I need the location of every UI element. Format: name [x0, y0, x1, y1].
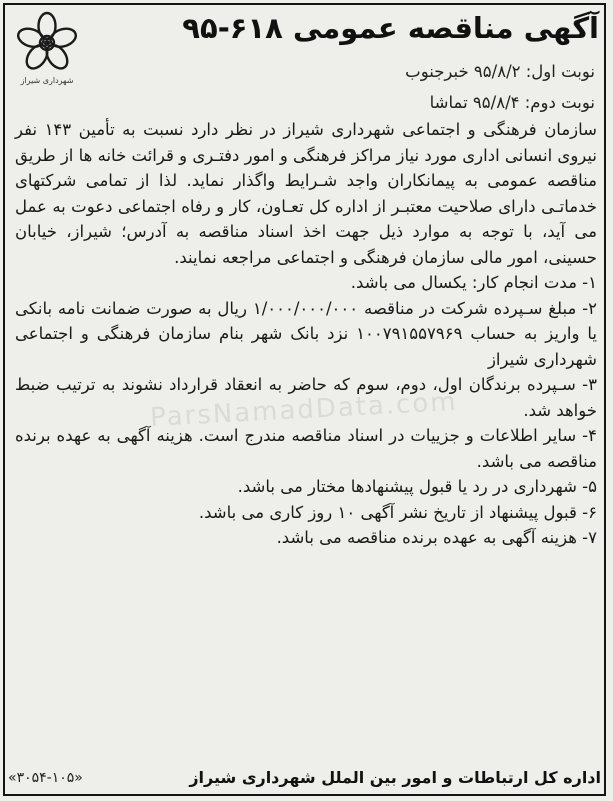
condition-item: ۷- هزینه آگهی به عهده برنده مناقصه می باشد. [276, 528, 597, 547]
notice-body [15, 117, 597, 551]
condition-item: ۳- سـپرده برندگان اول، دوم، سوم که حاضر به انعقاد قرارداد نشوند به ترتیب ضبط خواهد شد. [15, 375, 597, 420]
condition-item: ۵- شهرداری در رد یا قبول پیشنهادها مختار می باشد. [237, 477, 597, 496]
first-round-date: نوبت اول: ۹۵/۸/۲ خبرجنوب [405, 62, 595, 81]
notice-title: آگهی مناقصه عمومی ۶۱۸-۹۵ [182, 11, 599, 45]
condition-item: ۴- سایر اطلاعات و جزییات در اسناد مناقصه مندرج است. هزینه آگهی به عهده برنده مناقصه می باشد. [15, 426, 597, 471]
second-round-date: نوبت دوم: ۹۵/۸/۴ تماشا [429, 93, 595, 112]
intro-paragraph: سازمان فرهنگی و اجتماعی شهرداری شیراز در نظر دارد نسبت به تأمین ۱۴۳ نفر نیروی انسانی اداری مورد نیاز مراکز فرهنگی و امور دفتـری و قرائت خانه ها از طریق مناقصه عمومی به پیمانکاران واجد شـرایط واگذار نماید. لذا از تمامی شرکتهای خدماتـی دارای صلاحیت معتبـر از اداره کل تعـاون، کار و رفاه اجتماعی دعوت به عمل می آید، با توجه به موارد ذیل جهت اخذ اسناد مناقصه به آدرس؛ شیراز، خیابان حسینی، امور مالی سازمان فرهنگی و اجتماعی مراجعه نمایند. [15, 120, 597, 267]
conditions-list [15, 270, 597, 551]
watermark: ParsNamadData.com [149, 386, 459, 434]
logo-caption: شهرداری شیراز [20, 76, 74, 85]
flower-emblem-icon [14, 10, 80, 76]
signature-line [8, 765, 601, 791]
notice-code: «۳۰۵۴-۱۰۵» [8, 770, 83, 786]
condition-item: ۲- مبلغ سـپرده شرکت در مناقصه ۱/۰۰۰/۰۰۰/۰۰۰ ریال به صورت ضمانت نامه بانکی یا واریز به حساب ۱۰۰۷۹۱۵۵۷۹۶۹ نزد بانک شهر بنام سازمان فرهنگی و اجتماعی شهرداری شیراز [15, 298, 597, 369]
condition-item: ۶- قبول پیشنهاد از تاریخ نشر آگهی ۱۰ روز کاری می باشد. [198, 502, 597, 522]
condition-item: ۱- مدت انجام کار: یکسال می باشد. [350, 273, 597, 292]
logo [14, 10, 80, 98]
issuing-office: اداره کل ارتباطات و امور بین الملل شهرداری شیراز [189, 768, 601, 787]
